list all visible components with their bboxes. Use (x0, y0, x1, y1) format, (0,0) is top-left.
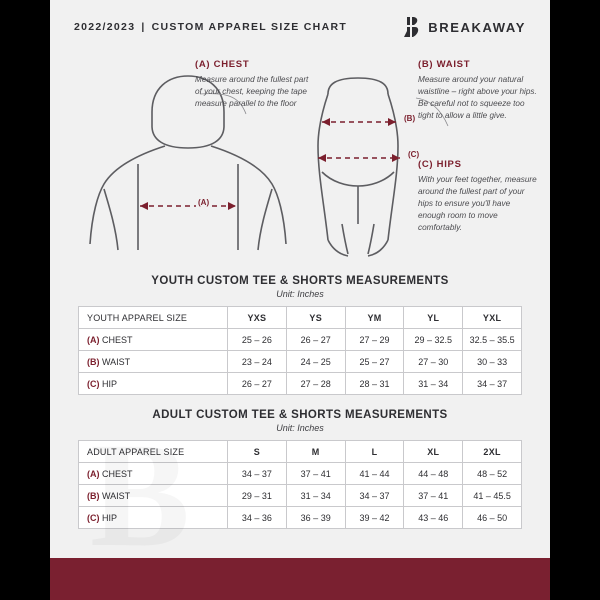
adult-waist-s: 29 – 31 (228, 485, 287, 507)
youth-size-ym: YM (345, 307, 404, 329)
adult-chest-code: (A) (87, 468, 100, 479)
hips-measure-line (318, 154, 400, 162)
youth-title: YOUTH CUSTOM TEE & SHORTS MEASUREMENTS (151, 275, 449, 287)
header-title-group (74, 21, 347, 33)
youth-header-label: YOUTH APPAREL SIZE (79, 307, 228, 329)
youth-row-waist-label (79, 351, 228, 373)
page-header (50, 0, 550, 54)
youth-waist-ym: 25 – 27 (345, 351, 404, 373)
hips-marker-label: (C) (408, 150, 420, 159)
adult-hip-2xl: 46 – 50 (463, 507, 522, 529)
note-chest (195, 59, 315, 110)
size-chart-page (50, 0, 550, 600)
adult-size-s: S (228, 441, 287, 463)
youth-header-row (79, 307, 522, 329)
youth-hip-ys: 27 – 28 (286, 373, 345, 395)
adult-hip-l: 39 – 42 (345, 507, 404, 529)
footer-bar (50, 558, 550, 600)
adult-header-label: ADULT APPAREL SIZE (79, 441, 228, 463)
note-chest-body: Measure around the fullest part of your chest, keeping the tape measure parallel to the floor (195, 75, 309, 108)
header-year: 2022/2023 (74, 21, 136, 33)
adult-waist-m: 31 – 34 (286, 485, 345, 507)
youth-waist-yxl: 30 – 33 (463, 351, 522, 373)
adult-waist-2xl: 41 – 45.5 (463, 485, 522, 507)
note-hips (418, 159, 538, 233)
youth-size-ys: YS (286, 307, 345, 329)
youth-hip-ym: 28 – 31 (345, 373, 404, 395)
page-title: CUSTOM APPAREL SIZE CHART (151, 21, 348, 33)
adult-waist-xl: 37 – 41 (404, 485, 463, 507)
waist-marker-label: (B) (404, 114, 416, 123)
brand-name: BREAKAWAY (428, 19, 526, 35)
hips-figure (318, 78, 398, 256)
youth-row-chest-label (79, 329, 228, 351)
adult-size-xl: XL (404, 441, 463, 463)
note-hips-title: (C) HIPS (418, 159, 462, 170)
youth-hip-yxl: 34 – 37 (463, 373, 522, 395)
youth-size-yl: YL (404, 307, 463, 329)
brand-lockup (401, 16, 526, 38)
note-waist (418, 59, 538, 122)
adult-size-m: M (286, 441, 345, 463)
youth-size-yxl: YXL (463, 307, 522, 329)
table-row (79, 329, 522, 351)
adult-unit: Unit: Inches (276, 423, 324, 433)
youth-waist-ys: 24 – 25 (286, 351, 345, 373)
measurement-diagram (60, 54, 540, 269)
youth-chest-yxl: 32.5 – 35.5 (463, 329, 522, 351)
youth-section (78, 275, 522, 395)
adult-chest-m: 37 – 41 (286, 463, 345, 485)
youth-waist-yl: 27 – 30 (404, 351, 463, 373)
adult-hip-m: 36 – 39 (286, 507, 345, 529)
chest-marker-label: (A) (198, 198, 210, 207)
adult-waist-code: (B) (87, 490, 100, 501)
adult-chest-name: CHEST (102, 468, 133, 479)
youth-size-yxs: YXS (228, 307, 287, 329)
adult-chest-xl: 44 – 48 (404, 463, 463, 485)
youth-hip-code: (C) (87, 378, 100, 389)
adult-hip-xl: 43 – 46 (404, 507, 463, 529)
adult-waist-name: WAIST (102, 490, 131, 501)
note-waist-body: Measure around your natural waistline – right above your hips. Be careful not to squeeze too tight to allow a little give. (418, 75, 537, 120)
table-row (79, 373, 522, 395)
youth-waist-code: (B) (87, 356, 100, 367)
note-hips-body: With your feet together, measure around the fullest part of your hips to ensure you'll have enough room to move comfortably. (418, 175, 537, 232)
youth-chest-name: CHEST (102, 334, 133, 345)
chest-measure-line (140, 202, 236, 210)
table-row (79, 351, 522, 373)
watermark-letter (90, 420, 190, 570)
youth-waist-yxs: 23 – 24 (228, 351, 287, 373)
youth-size-table (78, 306, 522, 395)
breakaway-logo-icon (401, 16, 421, 38)
youth-unit: Unit: Inches (276, 289, 324, 299)
youth-waist-name: WAIST (102, 356, 131, 367)
youth-chest-ys: 26 – 27 (286, 329, 345, 351)
note-waist-title: (B) WAIST (418, 59, 471, 70)
youth-row-hip-label (79, 373, 228, 395)
youth-hip-yl: 31 – 34 (404, 373, 463, 395)
header-separator: | (141, 21, 146, 33)
adult-hip-name: HIP (102, 512, 118, 523)
youth-chest-code: (A) (87, 334, 100, 345)
adult-waist-l: 34 – 37 (345, 485, 404, 507)
youth-hip-name: HIP (102, 378, 118, 389)
adult-hip-s: 34 – 36 (228, 507, 287, 529)
youth-chest-yl: 29 – 32.5 (404, 329, 463, 351)
note-chest-title: (A) CHEST (195, 59, 250, 70)
youth-chest-yxs: 25 – 26 (228, 329, 287, 351)
adult-size-l: L (345, 441, 404, 463)
youth-hip-yxs: 26 – 27 (228, 373, 287, 395)
adult-chest-l: 41 – 44 (345, 463, 404, 485)
youth-chest-ym: 27 – 29 (345, 329, 404, 351)
adult-title: ADULT CUSTOM TEE & SHORTS MEASUREMENTS (152, 409, 448, 421)
adult-size-2xl: 2XL (463, 441, 522, 463)
adult-chest-2xl: 48 – 52 (463, 463, 522, 485)
adult-chest-s: 34 – 37 (228, 463, 287, 485)
adult-hip-code: (C) (87, 512, 100, 523)
waist-measure-line (322, 118, 396, 126)
